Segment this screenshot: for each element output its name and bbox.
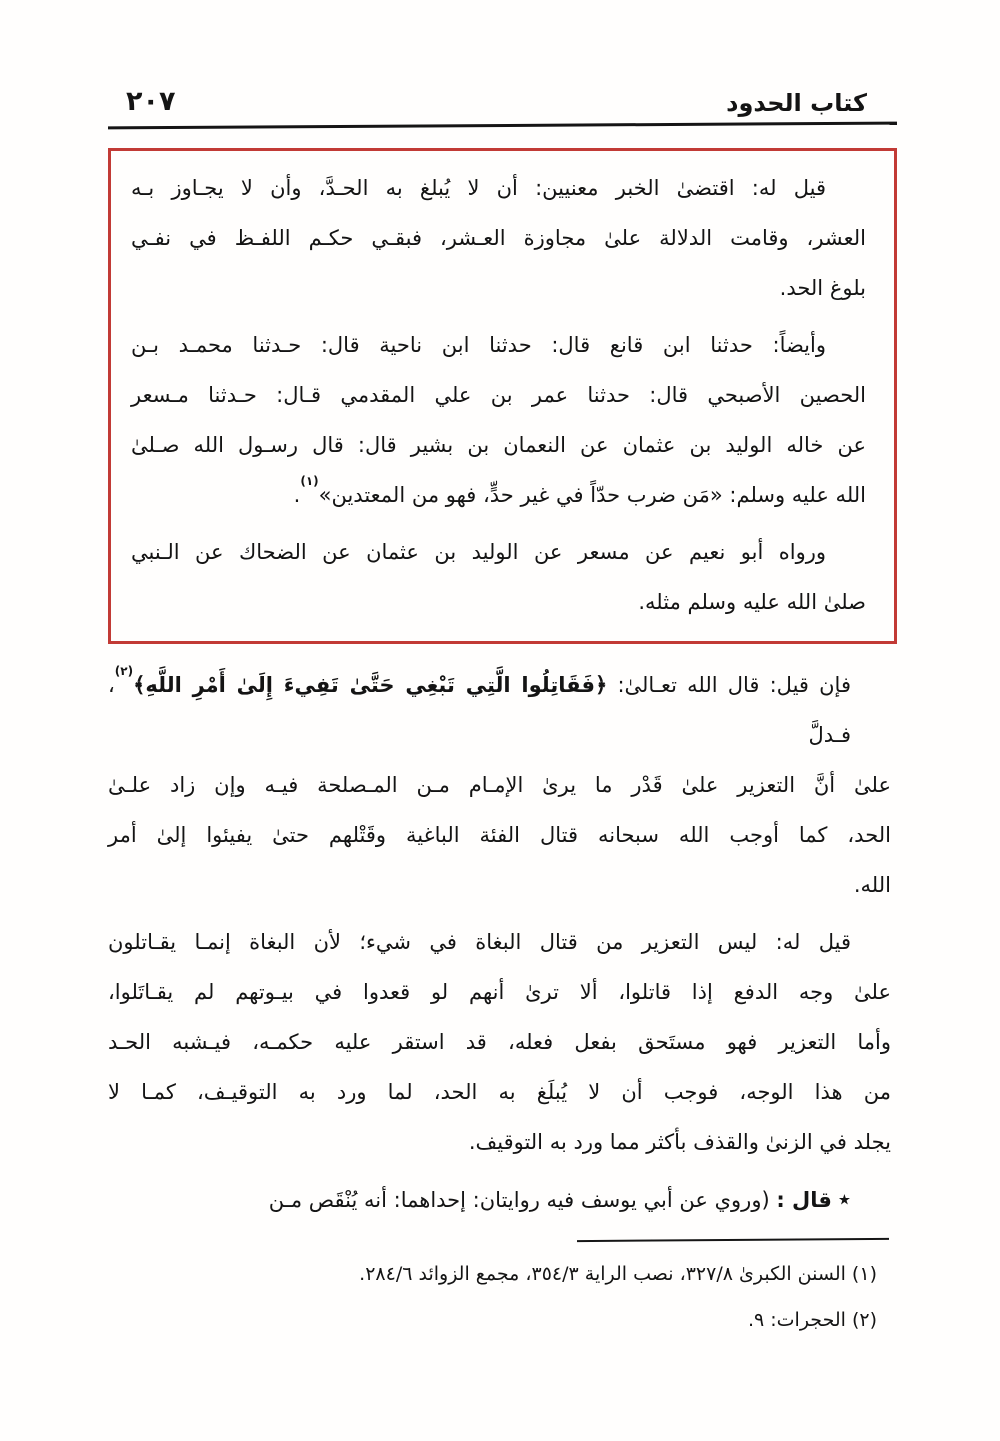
qala-label: قال : xyxy=(776,1188,832,1212)
after-verse-text: ، فـدلَّ xyxy=(108,673,851,747)
paragraph-3 xyxy=(131,527,866,627)
page-header xyxy=(108,86,897,117)
paragraph-6 xyxy=(108,1174,891,1225)
hadith-text: الله عليه وسلم: «مَن ضرب حدّاً في غير حدٍّ، فهو من المعتدين» xyxy=(318,483,866,507)
paragraph-2 xyxy=(131,320,866,520)
text-line: قيل له: اقتضىٰ الخبر معنيين: أن لا يُبلغ به الحـدَّ، وأن لا يجـاوز بـه xyxy=(131,176,826,200)
header-rule xyxy=(108,122,897,130)
text-line: الحد، كما أوجب الله سبحانه قتال الفئة الباغية وقَتْلهم حتىٰ يفيئوا إلىٰ أمر xyxy=(108,823,891,847)
matn-text: (وروي عن أبي يوسف فيه روايتان: إحداهما: أنه يُنْقَص مـن xyxy=(268,1188,777,1212)
text-line: الحصين الأصبحي قال: حدثنا عمر بن علي المقدمي قـال: حـدثنا مـسعر xyxy=(131,383,866,407)
footnote-item-1: (١) السنن الكبرىٰ ٣٢٧/٨، نصب الراية ٣٥٤/٣، مجمع الزوائد ٢٨٤/٦. xyxy=(359,1263,877,1285)
quran-verse: ﴿فَقَاتِلُوا الَّتِي تَبْغِي حَتَّىٰ تَفِيءَ إِلَىٰ أَمْرِ اللَّهِ﴾ xyxy=(133,673,608,697)
highlight-box xyxy=(108,148,897,644)
footnote-item-2: (٢) الحجرات: ٩. xyxy=(747,1309,877,1331)
text-line: صلىٰ الله عليه وسلم مثله. xyxy=(638,590,866,614)
paragraph-1 xyxy=(131,163,866,313)
text-line: قيل له: ليس التعزير من قتال البغاة في شيء؛ لأن البغاة إنمـا يقـاتلون xyxy=(108,930,851,954)
text-line: ورواه أبو نعيم عن مسعر عن الوليد بن عثمان عن الضحاك عن الـنبي xyxy=(131,540,826,564)
text-line: العشر، وقامت الدلالة علىٰ مجاوزة العـشر، فبقـي حكـم اللفـظ في نفـي xyxy=(131,226,866,250)
footnote-separator xyxy=(577,1238,889,1242)
text-line: الله. xyxy=(853,873,891,897)
text-line: عن خاله الوليد بن عثمان عن النعمان بن بشير قال: قال رسـول الله صـلىٰ xyxy=(131,433,866,457)
lead-text: فإن قيل: قال الله تعـالىٰ: xyxy=(607,673,851,697)
hadith-line xyxy=(131,470,866,520)
text-line: من هذا الوجه، فوجب أن لا يُبلَغ به الحد، لما ورد به التوقيـف، كمـا لا xyxy=(108,1080,891,1104)
verse-line xyxy=(108,660,891,760)
text-line: وأيضاً: حدثنا ابن قانع قال: حدثنا ابن ناحية قال: حـدثنا محمـد بـن xyxy=(131,333,826,357)
star-marker: ٭ xyxy=(837,1185,851,1213)
sentence-end: . xyxy=(293,483,301,507)
paragraph-4 xyxy=(108,660,891,910)
footnote-ref-1: (١) xyxy=(300,474,319,488)
text-line: علىٰ أنَّ التعزير علىٰ قَدْر ما يرىٰ الإمـام مـن المـصلحة فيـه وإن زاد علـىٰ xyxy=(108,773,891,797)
book-title: كتاب الحدود xyxy=(726,89,867,117)
text-line: وأما التعزير فهو مستَحق بفعل فعله، قد استقر عليه حكمـه، فيـشبه الحـد xyxy=(108,1030,891,1054)
text-line: بلوغ الحد. xyxy=(779,276,866,300)
footnotes-section xyxy=(108,1239,891,1343)
footnote-ref-2: (٢) xyxy=(114,664,134,678)
paragraph-5 xyxy=(108,917,891,1167)
matn-line xyxy=(108,1174,891,1225)
text-line: علىٰ وجه الدفع إذا قاتلوا، ألا ترىٰ أنهم لو قعدوا في بيـوتهم لم يقـاتَلوا، xyxy=(108,980,891,1004)
text-line: يجلد في الزنىٰ والقذف بأكثر مما ورد به التوقيف. xyxy=(468,1130,891,1154)
page-number: ٢٠٧ xyxy=(126,86,176,117)
